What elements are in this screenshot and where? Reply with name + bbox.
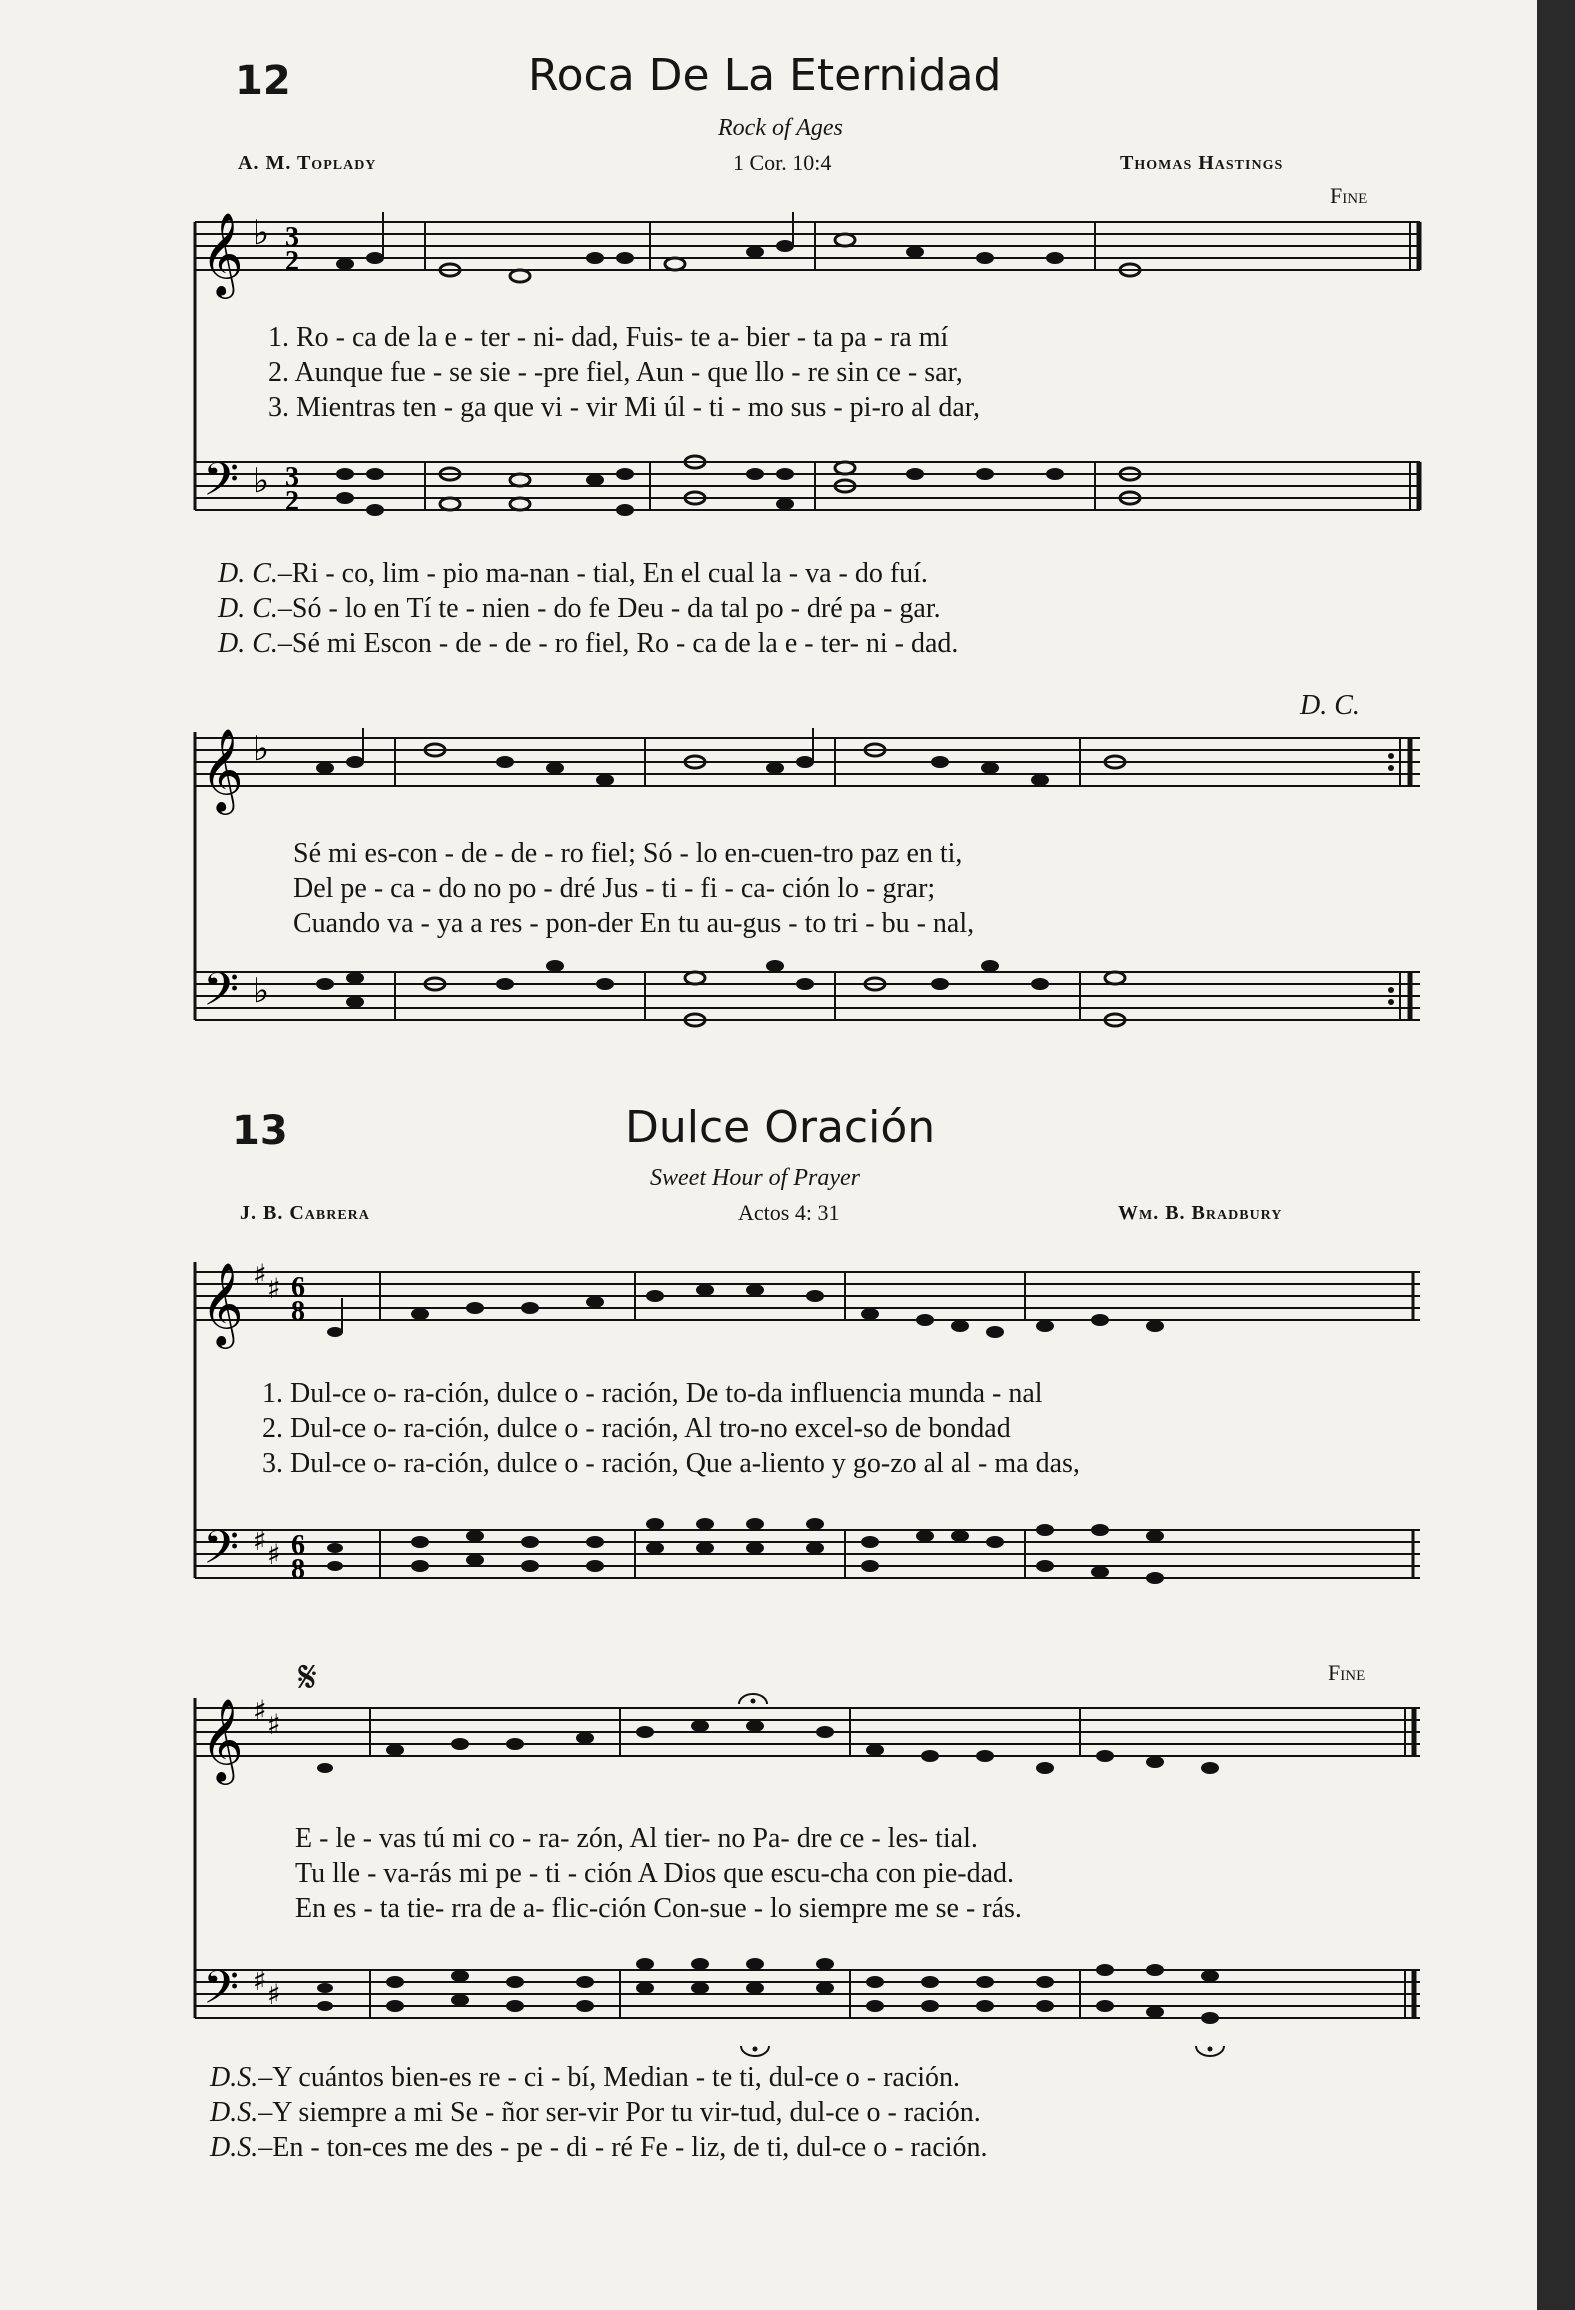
- hymn-12-verse-1: 1. Ro - ca de la e - ter - ni- dad, Fuis- te a- bier - ta pa - ra mí: [268, 322, 949, 353]
- hymn-13-author: J. B. Cabrera: [240, 1202, 370, 1224]
- hymn-13-middle-3: En es - ta tie- rra de a- flic-ción Con-sue - lo siempre me se - rás.: [295, 1893, 1022, 1924]
- hymn-13-subtitle: Sweet Hour of Prayer: [650, 1165, 860, 1191]
- segno-icon: 𝄋: [298, 1652, 317, 1703]
- hymn-12-verse-2: 2. Aunque fue - se sie - -pre fiel, Aun - que llo - re sin ce - sar,: [268, 357, 963, 388]
- hymn-13-middle-2: Tu lle - va-rás mi pe - ti - ción A Dios que escu-cha con pie-dad.: [295, 1858, 1015, 1889]
- svg-text:♯: ♯: [267, 1538, 281, 1571]
- dc-mark: D. C.: [1300, 690, 1360, 721]
- page-binding-edge: [1537, 0, 1575, 2310]
- svg-text:2: 2: [285, 246, 299, 277]
- hymn-12-fine-mark: Fine: [1330, 183, 1368, 208]
- hymn-13-verse-1: 1. Dul-ce o- ra-ción, dulce o - ración, De to-da influencia munda - nal: [262, 1378, 1043, 1409]
- svg-text:♯: ♯: [267, 1272, 281, 1305]
- bass-clef-icon: 𝄢: [203, 453, 240, 518]
- treble-clef-icon: 𝄞: [201, 727, 244, 811]
- svg-text:♭: ♭: [253, 729, 270, 769]
- svg-text:6: 6: [291, 1272, 305, 1303]
- treble-staff: [195, 212, 1425, 312]
- hymn-12-middle-3: Cuando va - ya a res - pon-der En tu au-gus - to tri - bu - nal,: [293, 908, 975, 939]
- svg-text:8: 8: [291, 1296, 305, 1327]
- hymn-13-ds-line-2: D.S.–Y siempre a mi Se - ñor ser-vir Por tu vir-tud, dul-ce o - ración.: [210, 2097, 981, 2128]
- hymn-13-ds-line-1: D.S.–Y cuántos bien-es re - ci - bí, Median - te ti, dul-ce o - ración.: [210, 2062, 961, 2093]
- svg-text:2: 2: [285, 486, 299, 517]
- hymn-12-dc-line-1: D. C.–Ri - co, lim - pio ma-nan - tial, En el cual la - va - do fuí.: [218, 558, 928, 589]
- bass-staff: [195, 452, 1425, 562]
- bass-clef-icon: 𝄢: [203, 1961, 240, 2026]
- bass-staff: [195, 1520, 1425, 1630]
- bass-clef-icon: 𝄢: [203, 1521, 240, 1586]
- hymn-13-ds-line-3: D.S.–En - ton-ces me des - pe - di - ré Fe - liz, de ti, dul-ce o - ración.: [210, 2132, 988, 2163]
- svg-text:♯: ♯: [267, 1708, 281, 1741]
- treble-clef-icon: 𝄞: [201, 211, 244, 295]
- hymn-12-dc-line-2: D. C.–Só - lo en Tí te - nien - do fe Deu - da tal po - dré pa - gar.: [218, 593, 941, 624]
- hymn-12-number: 12: [235, 58, 291, 104]
- hymn-13-scripture: Actos 4: 31: [738, 1200, 840, 1225]
- hymn-13-middle-1: E - le - vas tú mi co - ra- zón, Al tier- no Pa- dre ce - les- tial.: [295, 1823, 978, 1854]
- svg-text:♯: ♯: [253, 1258, 267, 1291]
- hymn-13-verse-3: 3. Dul-ce o- ra-ción, dulce o - ración, Que a-liento y go-zo al al - ma das,: [262, 1448, 1080, 1479]
- svg-text:♯: ♯: [253, 1524, 267, 1557]
- hymn-13-verse-2: 2. Dul-ce o- ra-ción, dulce o - ración, Al tro-no excel-so de bondad: [262, 1413, 1011, 1444]
- svg-text:3: 3: [285, 222, 299, 253]
- svg-text:6: 6: [291, 1530, 305, 1561]
- hymn-12-scripture: 1 Cor. 10:4: [733, 150, 832, 175]
- hymn-13-fine-mark: Fine: [1328, 1660, 1366, 1685]
- hymn-12-middle-2: Del pe - ca - do no po - dré Jus - ti - fi - ca- ción lo - grar;: [293, 873, 936, 904]
- hymn-13-composer: Wm. B. Bradbury: [1118, 1202, 1283, 1224]
- hymn-12-dc-line-3: D. C.–Sé mi Escon - de - de - ro fiel, Ro - ca de la e - ter- ni - dad.: [218, 628, 959, 659]
- hymn-12-verse-3: 3. Mientras ten - ga que vi - vir Mi úl - ti - mo sus - pi-ro al dar,: [268, 392, 980, 423]
- hymn-13-number: 13: [232, 1108, 288, 1154]
- bass-staff: [195, 962, 1425, 1062]
- hymn-12-author: A. M. Toplady: [238, 152, 377, 174]
- hymn-13-title: Dulce Oración: [625, 1102, 936, 1153]
- svg-text:♯: ♯: [267, 1978, 281, 2011]
- svg-text:♯: ♯: [253, 1964, 267, 1997]
- hymn-12-composer: Thomas Hastings: [1120, 152, 1284, 174]
- svg-text:♭: ♭: [253, 461, 270, 501]
- hymn-12-subtitle: Rock of Ages: [718, 115, 843, 141]
- svg-text:♯: ♯: [253, 1694, 267, 1727]
- svg-text:3: 3: [285, 462, 299, 493]
- hymn-12-title: Roca De La Eternidad: [528, 50, 1002, 101]
- svg-text:8: 8: [291, 1554, 305, 1585]
- treble-staff: [195, 1694, 1425, 1808]
- bass-staff: [195, 1960, 1425, 2070]
- treble-clef-icon: 𝄞: [201, 1261, 244, 1345]
- treble-staff: [195, 728, 1425, 828]
- svg-text:♭: ♭: [253, 213, 270, 253]
- bass-clef-icon: 𝄢: [203, 963, 240, 1028]
- treble-clef-icon: 𝄞: [201, 1697, 244, 1781]
- treble-staff: [195, 1258, 1425, 1372]
- hymn-12-middle-1: Sé mi es-con - de - de - ro fiel; Só - lo en-cuen-tro paz en ti,: [293, 838, 963, 869]
- svg-text:♭: ♭: [253, 971, 270, 1011]
